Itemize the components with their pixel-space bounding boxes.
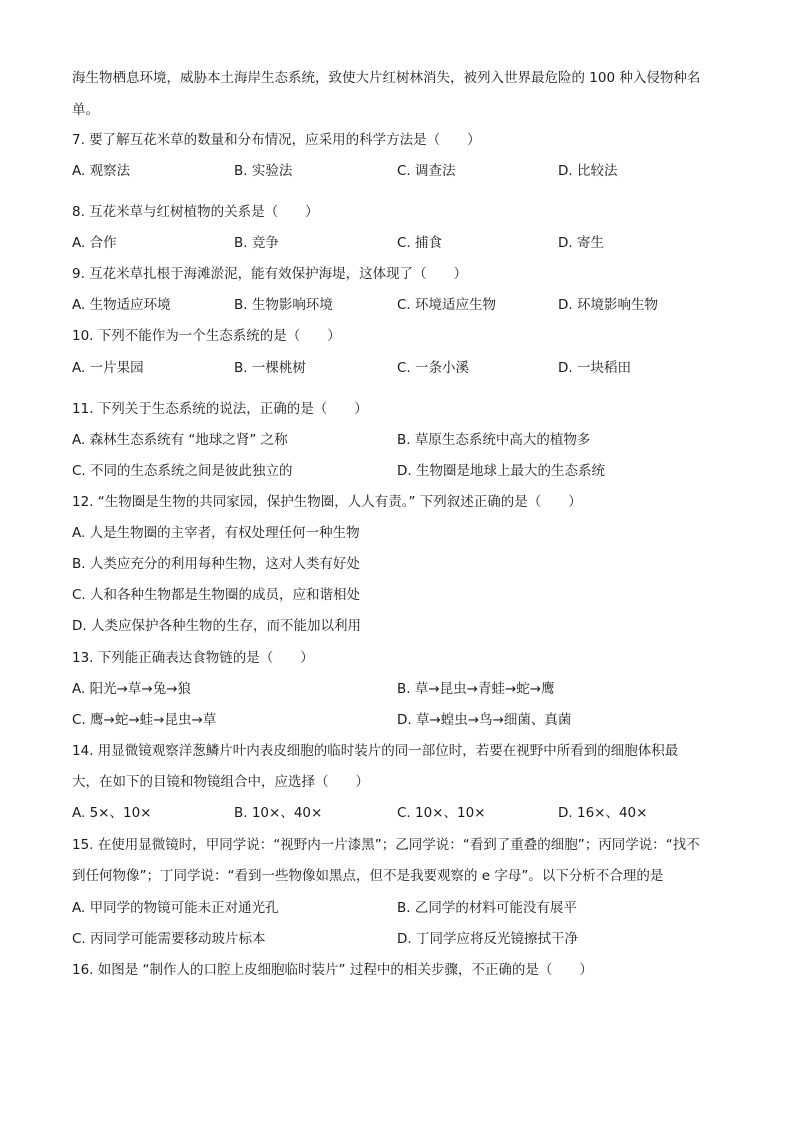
question-10-option-c: C. 一条小溪 (397, 360, 470, 376)
question-10-stem: 10. 下列不能作为一个生态系统的是（ ） (72, 328, 341, 344)
question-11-option-d: D. 生物圈是地球上最大的生态系统 (397, 463, 605, 479)
question-9-option-b: B. 生物影响环境 (234, 297, 333, 313)
question-8-stem: 8. 互花米草与红树植物的关系是（ ） (72, 204, 319, 220)
question-13-option-a: A. 阳光→草→兔→狼 (72, 681, 192, 697)
question-12-stem: 12. “生物圈是生物的共同家园，保护生物圈，人人有责。” 下列叙述正确的是（ ） (72, 494, 582, 510)
question-13-stem: 13. 下列能正确表达食物链的是（ ） (72, 650, 314, 666)
question-14-option-d: D. 16×、40× (558, 805, 648, 821)
question-13-option-d: D. 草→蝗虫→鸟→细菌、真菌 (397, 712, 572, 728)
question-8-option-b: B. 竞争 (234, 235, 279, 251)
intro-line-1: 海生物栖息环境，威胁本土海岸生态系统，致使大片红树林消失，被列入世界最危险的 100 种入侵物种名 (72, 70, 701, 86)
question-14-option-b: B. 10×、40× (234, 805, 323, 821)
question-11-option-c: C. 不同的生态系统之间是彼此独立的 (72, 463, 293, 479)
question-9-option-a: A. 生物适应环境 (72, 297, 171, 313)
question-9-stem: 9. 互花米草扎根于海滩淤泥，能有效保护海堤，这体现了（ ） (72, 266, 468, 282)
intro-line-2: 单。 (72, 102, 99, 118)
question-14-option-a: A. 5×、10× (72, 805, 152, 821)
question-15-option-d: D. 丁同学应将反光镜擦拭干净 (397, 931, 578, 947)
question-15-option-a: A. 甲同学的物镜可能未正对通光孔 (72, 900, 279, 916)
question-15-option-b: B. 乙同学的材料可能没有展平 (397, 900, 577, 916)
question-10-option-b: B. 一棵桃树 (234, 360, 306, 376)
question-9-option-c: C. 环境适应生物 (397, 297, 497, 313)
question-15-stem-line-1: 15. 在使用显微镜时，甲同学说：“视野内一片漆黑”；乙同学说：“看到了重叠的细胞”；丙同学说：“找不 (72, 837, 700, 853)
question-13-option-b: B. 草→昆虫→青蛙→蛇→鹰 (397, 681, 555, 697)
question-11-option-b: B. 草原生态系统中高大的植物多 (397, 432, 591, 448)
question-14-stem-line-1: 14. 用显微镜观察洋葱鳞片叶内表皮细胞的临时装片的同一部位时，若要在视野中所看到的细胞体积最 (72, 743, 679, 759)
question-7-option-a: A. 观察法 (72, 163, 131, 179)
question-8-option-c: C. 捕食 (397, 235, 443, 251)
question-11-option-a: A. 森林生态系统有 “地球之肾” 之称 (72, 432, 288, 448)
question-15-stem-line-2: 到任何物像”；丁同学说：“看到一些物像如黑点，但不是我要观察的 e 字母”。以下分析不合理的是 (72, 868, 664, 884)
question-15-option-c: C. 丙同学可能需要移动玻片标本 (72, 931, 266, 947)
question-16-stem: 16. 如图是 “制作人的口腔上皮细胞临时装片” 过程中的相关步骤，不正确的是（ ） (72, 962, 593, 978)
question-7-stem: 7. 要了解互花米草的数量和分布情况，应采用的科学方法是（ ） (72, 132, 481, 148)
question-12-option-b: B. 人类应充分的利用每种生物，这对人类有好处 (72, 556, 360, 572)
question-13-option-c: C. 鹰→蛇→蛙→昆虫→草 (72, 712, 217, 728)
question-7-option-c: C. 调查法 (397, 163, 456, 179)
question-9-option-d: D. 环境影响生物 (558, 297, 658, 313)
question-14-stem-line-2: 大，在如下的目镜和物镜组合中，应选择（ ） (72, 774, 369, 790)
question-8-option-a: A. 合作 (72, 235, 117, 251)
question-12-option-c: C. 人和各种生物都是生物圈的成员，应和谐相处 (72, 587, 361, 603)
question-12-option-a: A. 人是生物圈的主宰者，有权处理任何一种生物 (72, 525, 360, 541)
question-10-option-d: D. 一块稻田 (558, 360, 631, 376)
question-7-option-d: D. 比较法 (558, 163, 618, 179)
question-11-stem: 11. 下列关于生态系统的说法，正确的是（ ） (72, 401, 368, 417)
question-7-option-b: B. 实验法 (234, 163, 293, 179)
question-8-option-d: D. 寄生 (558, 235, 604, 251)
question-14-option-c: C. 10×、10× (397, 805, 486, 821)
question-12-option-d: D. 人类应保护各种生物的生存，而不能加以利用 (72, 618, 361, 634)
question-10-option-a: A. 一片果园 (72, 360, 144, 376)
